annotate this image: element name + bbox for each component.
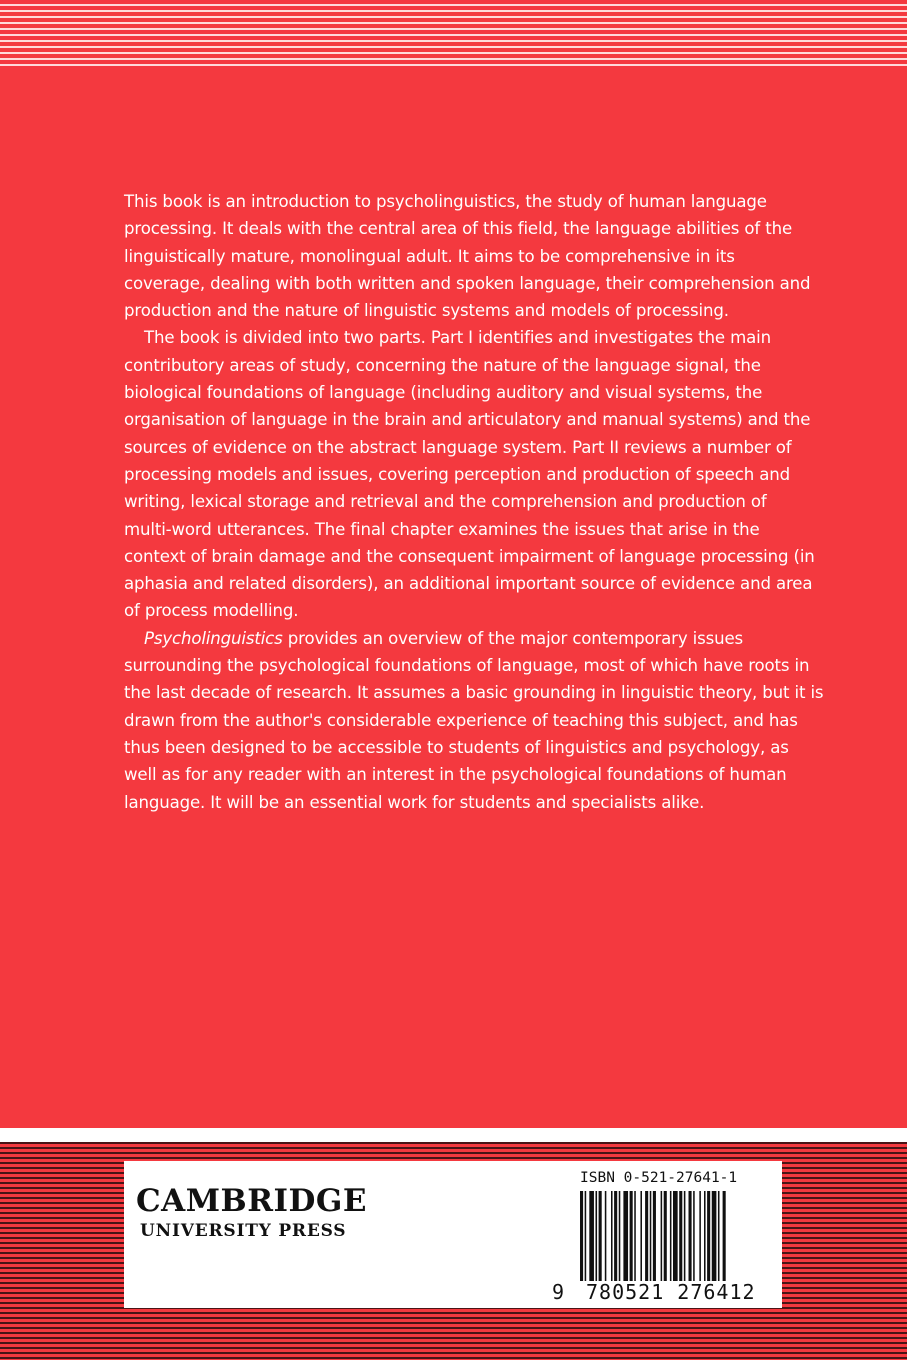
blurb-paragraph-1 (124, 188, 811, 324)
book-title-italic: Psycholinguistics (144, 628, 283, 648)
blurb-line: context of brain damage and the consequent impairment of language processing (in (124, 546, 815, 566)
blurb-line: multi-word utterances. The final chapter examines the issues that arise in the (124, 519, 760, 539)
blurb-line: production and the nature of linguistic systems and models of processing. (124, 301, 729, 321)
blurb-line: The book is divided into two parts. Part I identifies and investigates the main (144, 328, 771, 348)
blurb-line-rest: provides an overview of the major contemporary issues (282, 628, 744, 648)
blurb-line: contributory areas of study, concerning the nature of the language signal, the (124, 355, 761, 375)
blurb-line: the last decade of research. It assumes a basic grounding in linguistic theory, but it is (124, 683, 824, 703)
blurb-line: sources of evidence on the abstract language system. Part II reviews a number of (124, 437, 792, 457)
blurb-line: processing. It deals with the central area of this field, the language abilities of the (124, 219, 793, 239)
blurb-line: aphasia and related disorders), an additional important source of evidence and area (124, 574, 813, 594)
blurb-line (124, 625, 804, 652)
publisher-label-box (124, 1161, 782, 1308)
barcode-number (552, 1280, 778, 1304)
publisher-logo-name: CAMBRIDGE (136, 1183, 367, 1219)
blurb-paragraph-3 (124, 625, 824, 816)
publisher-logo-subtitle: UNIVERSITY PRESS (140, 1221, 347, 1241)
blurb-line: drawn from the author's considerable experience of teaching this subject, and has (124, 710, 798, 730)
blurb-line: writing, lexical storage and retrieval and the comprehension and production of (124, 492, 767, 512)
blurb-line: processing models and issues, covering perception and production of speech and (124, 464, 790, 484)
barcode-digits: 780521 276412 (586, 1280, 756, 1304)
blurb-line: language. It will be an essential work for students and specialists alike. (124, 792, 705, 812)
barcode-icon (580, 1191, 774, 1281)
back-cover-blurb (124, 188, 824, 816)
blurb-line: of process modelling. (124, 601, 299, 621)
blurb-line: coverage, dealing with both written and spoken language, their comprehension and (124, 273, 811, 293)
top-stripes-decoration (0, 0, 907, 68)
blurb-line: This book is an introduction to psycholinguistics, the study of human language (124, 192, 767, 211)
blurb-paragraph-2 (124, 324, 815, 624)
isbn-label: ISBN 0-521-27641-1 (580, 1170, 738, 1186)
blurb-line: linguistically mature, monolingual adult. It aims to be comprehensive in its (124, 246, 735, 266)
blurb-line: thus been designed to be accessible to students of linguistics and psychology, as (124, 737, 789, 757)
blurb-line: surrounding the psychological foundations of language, most of which have roots in (124, 656, 810, 676)
blurb-line: biological foundations of language (including auditory and visual systems, the (124, 383, 763, 403)
blurb-line: well as for any reader with an interest in the psychological foundations of human (124, 765, 787, 785)
blurb-line: organisation of language in the brain and articulatory and manual systems) and the (124, 410, 811, 430)
white-divider-band (0, 1128, 907, 1142)
barcode-lead-digit: 9 (552, 1280, 566, 1304)
